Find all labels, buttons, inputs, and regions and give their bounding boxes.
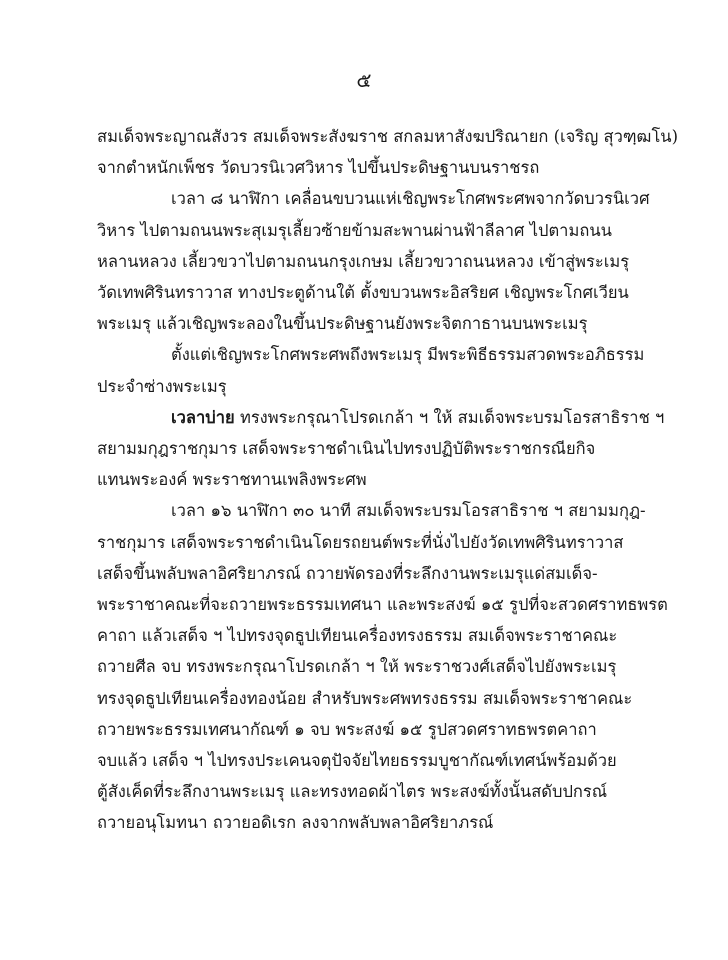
bold-lead: เวลาบ่าย — [171, 407, 235, 427]
text-line: เวลา ๑๖ นาฬิกา ๓๐ นาที สมเด็จพระบรมโอรสาธิราช ฯ สยามมกุฎ- — [171, 501, 646, 521]
paragraph-2 — [97, 183, 685, 339]
text-line: วัดเทพศิรินทราวาส ทางประตูด้านใต้ ตั้งขบวนพระอิสริยศ เชิญพระโกศเวียน — [97, 283, 629, 303]
text-line: ตู้สังเค็ดที่ระลึกงานพระเมรุ และทรงทอดผ้าไตร พระสงฆ์ทั้งนั้นสดับปกรณ์ — [97, 782, 608, 802]
text-line: เวลา ๘ นาฬิกา เคลื่อนขบวนแห่เชิญพระโกศพระศพจากวัดบวรนิเวศ — [171, 189, 650, 209]
document-body — [97, 121, 685, 839]
paragraph-1 — [97, 121, 685, 183]
page-number: ๕ — [356, 68, 372, 92]
text-line: ถวายอนุโมทนา ถวายอดิเรก ลงจากพลับพลาอิศริยาภรณ์ — [97, 813, 494, 833]
text-line: ถวายพระธรรมเทศนากัณฑ์ ๑ จบ พระสงฆ์ ๑๕ รูปสวดศราทธพรตคาถา — [97, 719, 597, 739]
text-line: ประจำซ่างพระเมรุ — [97, 376, 227, 396]
text-line: ทรงจุดธูปเทียนเครื่องทองน้อย สำหรับพระศพทรงธรรม สมเด็จพระราชาคณะ — [97, 688, 633, 708]
text-line: จบแล้ว เสด็จ ฯ ไปทรงประเคนจตุปัจจัยไทยธรรมบูชากัณฑ์เทศน์พร้อมด้วย — [97, 751, 617, 771]
text-line: วิหาร ไปตามถนนพระสุเมรุเลี้ยวซ้ายข้ามสะพานผ่านฟ้าลีลาศ ไปตามถนน — [97, 220, 612, 240]
text-line: จากตำหนักเพ็ชร วัดบวรนิเวศวิหาร ไปขึ้นประดิษฐานบนราชรถ — [97, 158, 540, 178]
text-line: หลานหลวง เลี้ยวขวาไปตามถนนกรุงเกษม เลี้ยวขวาถนนหลวง เข้าสู่พระเมรุ — [97, 251, 630, 271]
text-line: เสด็จขึ้นพลับพลาอิศริยาภรณ์ ถวายพัดรองที่ระลึกงานพระเมรุแด่สมเด็จ- — [97, 563, 598, 583]
text-line: ถวายศีล จบ ทรงพระกรุณาโปรดเกล้า ฯ ให้ พระราชวงศ์เสด็จไปยังพระเมรุ — [97, 657, 617, 677]
paragraph-4 — [97, 402, 685, 496]
text-line: ตั้งแต่เชิญพระโกศพระศพถึงพระเมรุ มีพระพิธีธรรมสวดพระอภิธรรม — [171, 345, 645, 365]
text-line: พระเมรุ แล้วเชิญพระลองในขึ้นประดิษฐานยังพระจิตกาธานบนพระเมรุ — [97, 314, 588, 334]
text-line: สยามมกุฎราชกุมาร เสด็จพระราชดำเนินไปทรงปฏิบัติพระราชกรณียกิจ — [97, 439, 596, 459]
text-line: สมเด็จพระญาณสังวร สมเด็จพระสังฆราช สกลมหาสังฆปริณายก (เจริญ สุวฑฺฒโน) — [97, 127, 679, 146]
text-line: ราชกุมาร เสด็จพระราชดำเนินโดยรถยนต์พระที่นั่งไปยังวัดเทพศิรินทราวาส — [97, 532, 624, 552]
paragraph-5 — [97, 495, 685, 838]
paragraph-3 — [97, 339, 685, 401]
text-segment: ทรงพระกรุณาโปรดเกล้า ฯ ให้ สมเด็จพระบรมโอรสาธิราช ฯ — [234, 407, 665, 427]
text-line: แทนพระองค์ พระราชทานเพลิงพระศพ — [97, 470, 367, 490]
text-line: พระราชาคณะที่จะถวายพระธรรมเทศนา และพระสงฆ์ ๑๕ รูปที่จะสวดศราทธพรต — [97, 595, 668, 615]
text-line: คาถา แล้วเสด็จ ฯ ไปทรงจุดธูปเทียนเครื่องทรงธรรม สมเด็จพระราชาคณะ — [97, 626, 618, 646]
text-line — [97, 402, 685, 433]
